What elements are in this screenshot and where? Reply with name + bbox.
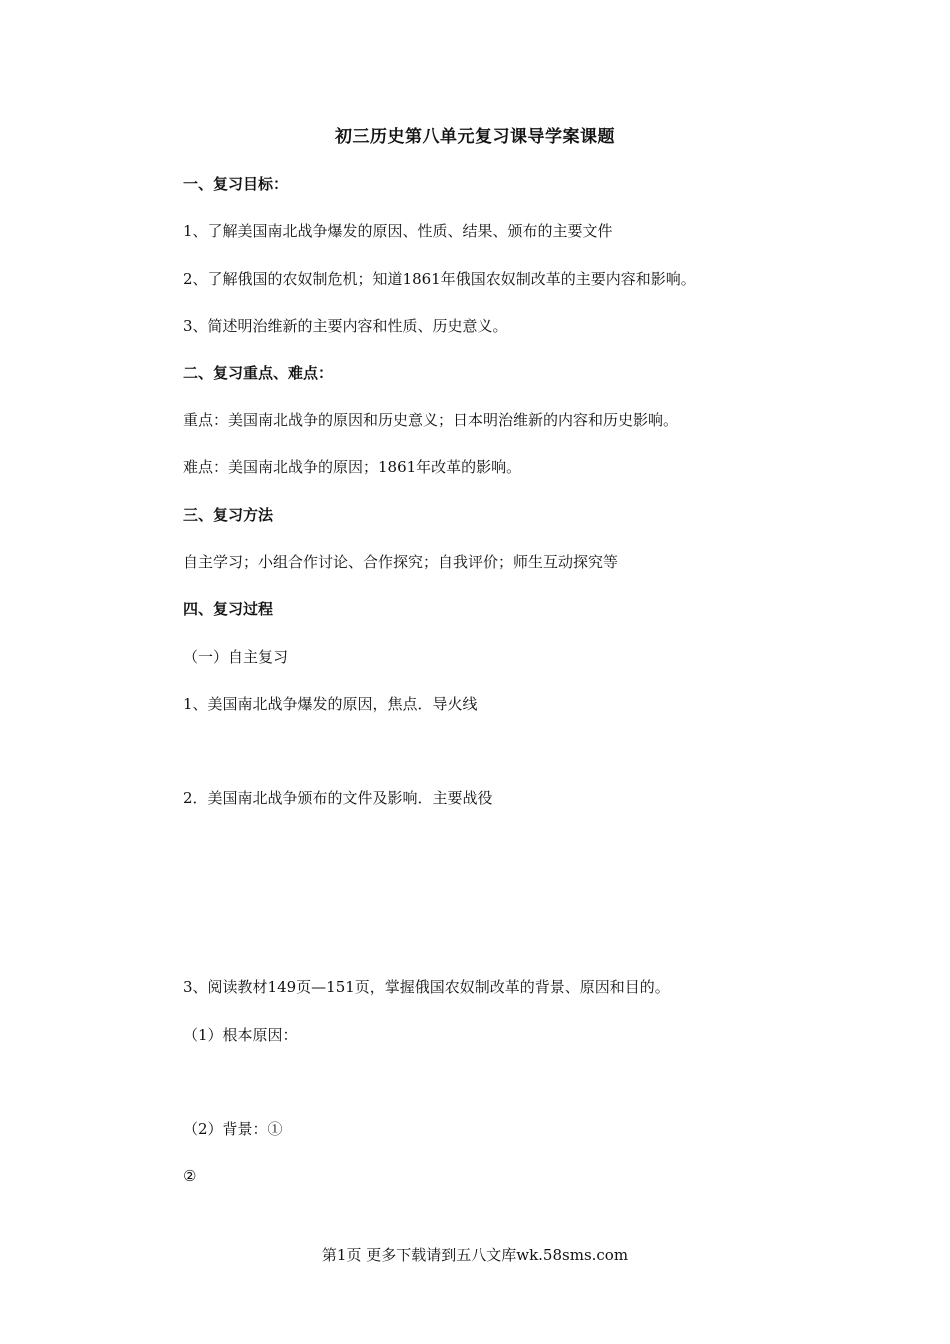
review-item-2: 2．美国南北战争颁布的文件及影响．主要战役 <box>183 789 493 807</box>
goals-heading: 一、复习目标： <box>183 175 289 193</box>
process-heading: 四、复习过程 <box>183 600 274 618</box>
goal-item-3: 3、简述明治维新的主要内容和性质、历史意义。 <box>183 317 508 335</box>
method-heading: 三、复习方法 <box>183 506 274 524</box>
goal-item-1: 1、了解美国南北战争爆发的原因、性质、结果、颁布的主要文件 <box>183 222 613 240</box>
page-footer: 第1页 更多下载请到五八文库wk.58sms.com <box>321 1246 629 1264</box>
focus-key-point: 重点：美国南北战争的原因和历史意义；日本明治维新的内容和历史影响。 <box>183 411 679 429</box>
review-sub-2b: ② <box>183 1167 197 1185</box>
review-sub-1: （1）根本原因： <box>183 1026 298 1044</box>
focus-difficult-point: 难点：美国南北战争的原因；1861年改革的影响。 <box>183 458 522 476</box>
self-review-heading: （一）自主复习 <box>183 648 289 666</box>
review-item-3: 3、阅读教材149页—151页，掌握俄国农奴制改革的背景、原因和目的。 <box>183 978 670 996</box>
review-item-1: 1、美国南北战争爆发的原因，焦点．导火线 <box>183 695 478 713</box>
goal-item-2: 2、了解俄国的农奴制危机；知道1861年俄国农奴制改革的主要内容和影响。 <box>183 270 696 288</box>
method-text: 自主学习；小组合作讨论、合作探究；自我评价；师生互动探究等 <box>183 553 619 571</box>
focus-heading: 二、复习重点、难点： <box>183 364 334 382</box>
page-title: 初三历史第八单元复习课导学案课题 <box>335 127 615 147</box>
review-sub-2: （2）背景：① <box>183 1120 283 1138</box>
